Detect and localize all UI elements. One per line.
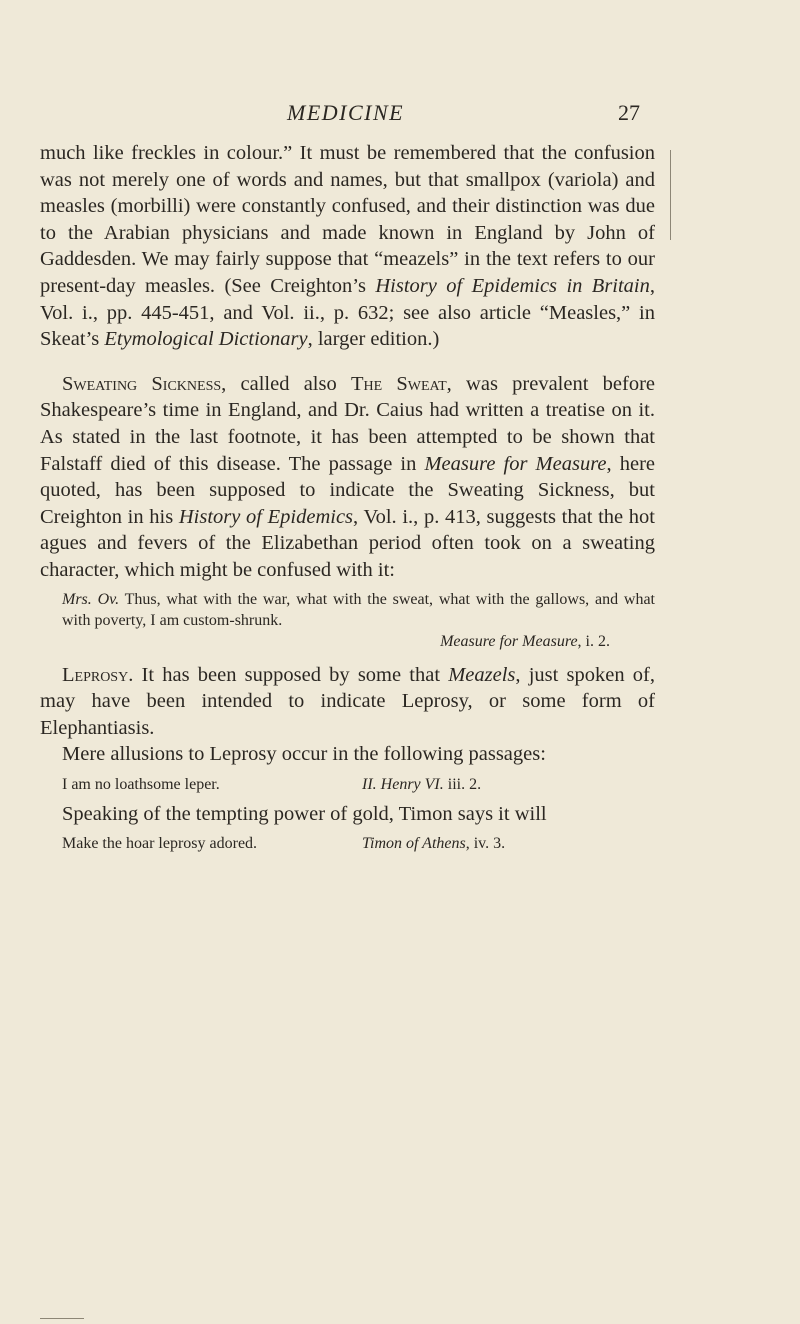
block-quote: Make the hoar leprosy adored. Timon of Athens, iv. 3.	[62, 835, 506, 853]
block-quote: Mrs. Ov. Thus, what with the war, what with the sweat, what with the gallows, and what with poverty, I am custom-shrunk. Measure for Measure, i. 2.	[40, 589, 655, 652]
section-heading: Leprosy	[62, 663, 129, 686]
paragraph-timon: Speaking of the tempting power of gold, Timon says it will	[62, 802, 547, 825]
block-quote: I am no loathsome leper. II. Henry VI. iii. 2.	[62, 775, 482, 793]
page-header	[0, 100, 800, 130]
paragraph-sweating-sickness: Sweating Sickness, called also The Sweat, was prevalent before Shakespeare’s time in England, and Dr. Caius had written a treatise on it. As stated in the last footnote, it has been attempted to be shown that Falstaff died of this disease. The passage in Measure for Measure, here quoted, has been supposed to indicate the Sweating Sickness, but Creighton in his History of Epidemics, Vol. i., p. 413, suggests that the hot agues and fevers of the Elizabethan period often took on a sweating character, which might be confused with it:	[40, 372, 656, 581]
bottom-rule	[40, 1318, 84, 1319]
paragraph-leprosy: Leprosy. It has been supposed by some that Meazels, just spoken of, may have been intended to indicate Leprosy, or some form of Elephantiasis.	[40, 663, 655, 739]
quote-citation: Measure for Measure, i. 2.	[440, 632, 610, 650]
speaker: Mrs. Ov.	[62, 590, 120, 608]
section-heading: Sweating Sickness	[62, 372, 222, 395]
quote-citation: Timon of Athens, iv. 3.	[362, 835, 506, 853]
quote-citation: II. Henry VI. iii. 2.	[362, 775, 482, 793]
page-number: 27	[618, 100, 640, 125]
page-body	[40, 140, 655, 860]
paragraph-allusions: Mere allusions to Leprosy occur in the following passages:	[62, 743, 546, 766]
running-title: MEDICINE	[287, 100, 405, 125]
margin-mark	[666, 150, 671, 240]
paragraph-measles: much like freckles in colour.” It must be remembered that the confusion was not merely one of words and names, but that smallpox (variola) and measles (morbilli) were constantly confused, and their distinction was due to the Arabian physicians and made known in England by John of Gaddesden. We may fairly suppose that “meazels” in the text refers to our present-day measles. (See Creighton’s History of Epidemics in Britain, Vol. i., pp. 445-451, and Vol. ii., p. 632; see also article “Measles,” in Skeat’s Etymological Dictionary, larger edition.)	[40, 142, 656, 351]
